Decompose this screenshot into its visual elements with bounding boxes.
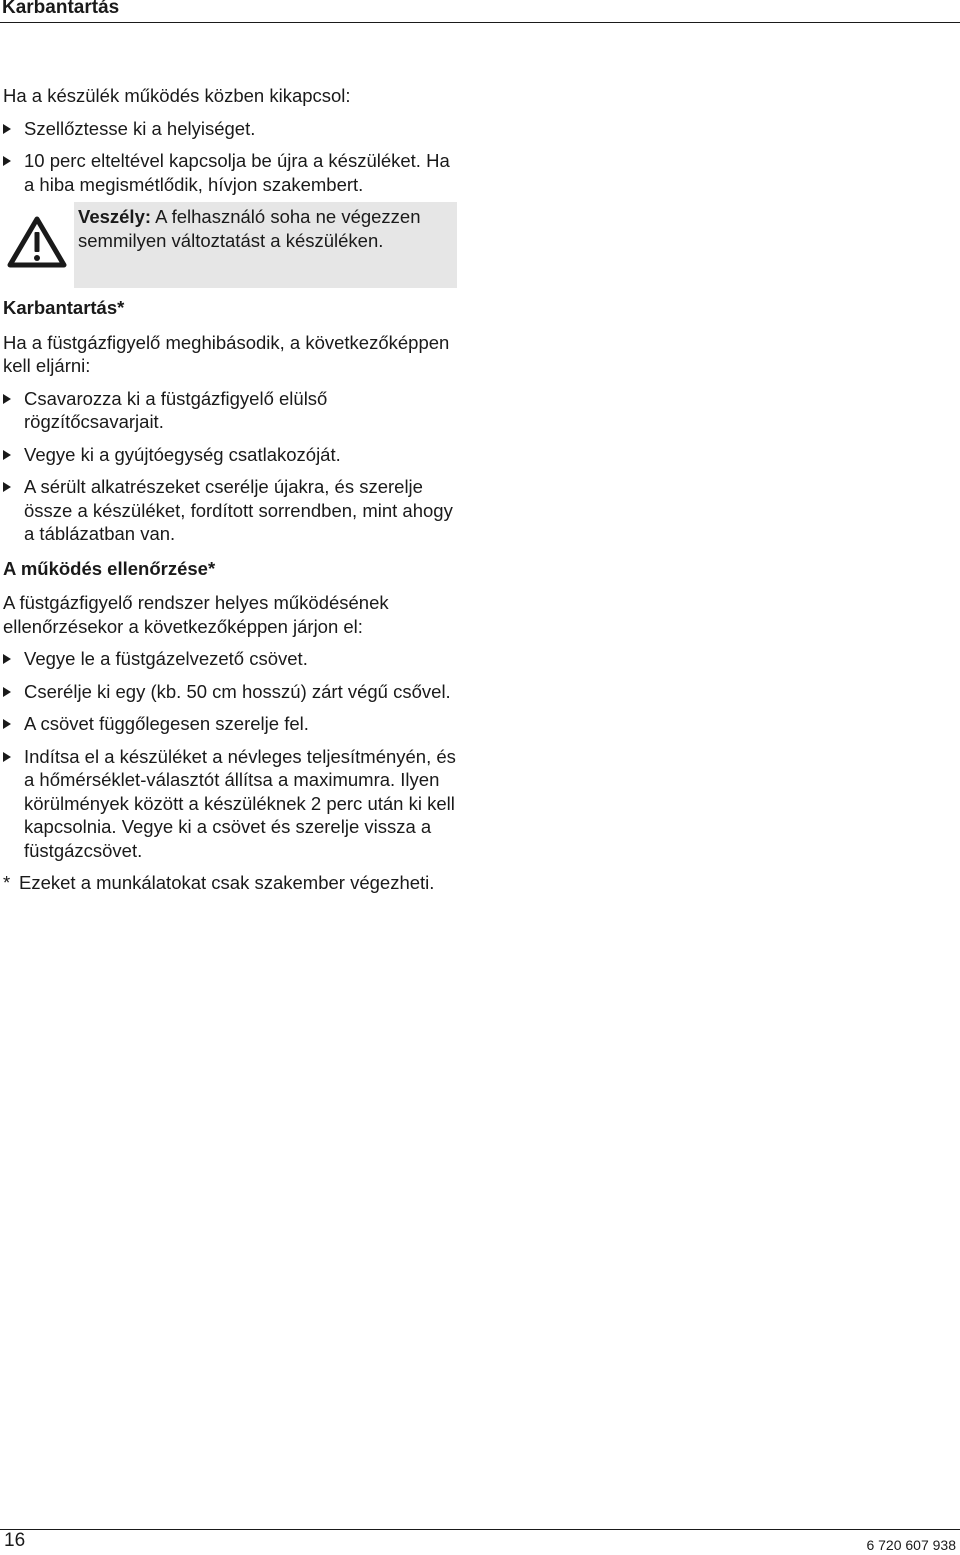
page-number: 16 [4,1530,26,1551]
section-heading-maintenance: Karbantartás* [3,297,125,318]
bullet-text: A csövet függőlegesen szerelje fel. [24,713,309,734]
document-number: 6 720 607 938 [866,1537,956,1553]
bullet-arrow-icon [3,719,11,729]
footnote [3,871,463,895]
bullet-text: A sérült alkatrészeket cserélje újakra, és szerelje össze a készüléket, fordított sorrendben, mint ahogy a táblázatban van. [24,476,453,544]
bullet-text: Vegye le a füstgázelvezető csövet. [24,648,308,669]
footer-divider [0,1529,960,1530]
bullet-arrow-icon [3,687,11,697]
footnote-marker: * [3,872,11,893]
footnote-text: Ezeket a munkálatokat csak szakember végezheti. [19,872,435,893]
bullet-item [3,712,463,736]
bullet-item [3,117,463,141]
bullet-item [3,149,463,196]
bullet-arrow-icon [3,156,11,166]
section2-intro: Ha a füstgázfigyelő meghibásodik, a következőképpen kell eljárni: [3,331,450,376]
bullet-text: Szellőztesse ki a helyiséget. [24,117,256,139]
bullet-arrow-icon [3,752,11,762]
bullet-text: Indítsa el a készüléket a névleges teljesítményén, és a hőmérséklet-választót állítsa a maximumra. Ilyen körülmények között a készüléknek 2 perc után ki kell kapcsolnia. Vegye ki a csövet és szerelje vissza a füstgázcsövet. [24,745,456,861]
bullet-arrow-icon [3,124,11,134]
bullet-item [3,745,463,863]
danger-notice-text [78,205,448,252]
bullet-item [3,680,463,704]
section1-intro: Ha a készülék működés közben kikapcsol: [3,85,351,106]
page-header-title: Karbantartás [2,0,120,18]
section-heading-function-check: A működés ellenőrzése* [3,557,216,579]
danger-label: Veszély: [78,206,152,227]
bullet-item [3,387,463,434]
bullet-text: Vegye ki a gyújtóegység csatlakozóját. [24,443,341,465]
bullet-text: Cserélje ki egy (kb. 50 cm hosszú) zárt végű csővel. [24,680,451,702]
bullet-arrow-icon [3,394,11,404]
warning-triangle-icon [7,216,67,268]
bullet-text: Csavarozza ki a füstgázfigyelő elülső rögzítőcsavarjait. [24,387,328,432]
bullet-arrow-icon [3,654,11,664]
header-divider [0,22,960,23]
bullet-item [3,475,463,546]
bullet-arrow-icon [3,482,11,492]
danger-message: A felhasználó soha ne végezzen semmilyen változtatást a készüléken. [78,206,421,251]
bullet-text: 10 perc elteltével kapcsolja be újra a készüléket. Ha a hiba megismétlődik, hívjon szakembert. [24,150,450,195]
bullet-item [3,647,463,671]
bullet-arrow-icon [3,450,11,460]
section3-intro: A füstgázfigyelő rendszer helyes működésének ellenőrzésekor a következőképpen járjon el: [3,592,389,637]
bullet-item [3,443,463,467]
danger-notice [3,202,463,288]
page-content [3,84,463,895]
